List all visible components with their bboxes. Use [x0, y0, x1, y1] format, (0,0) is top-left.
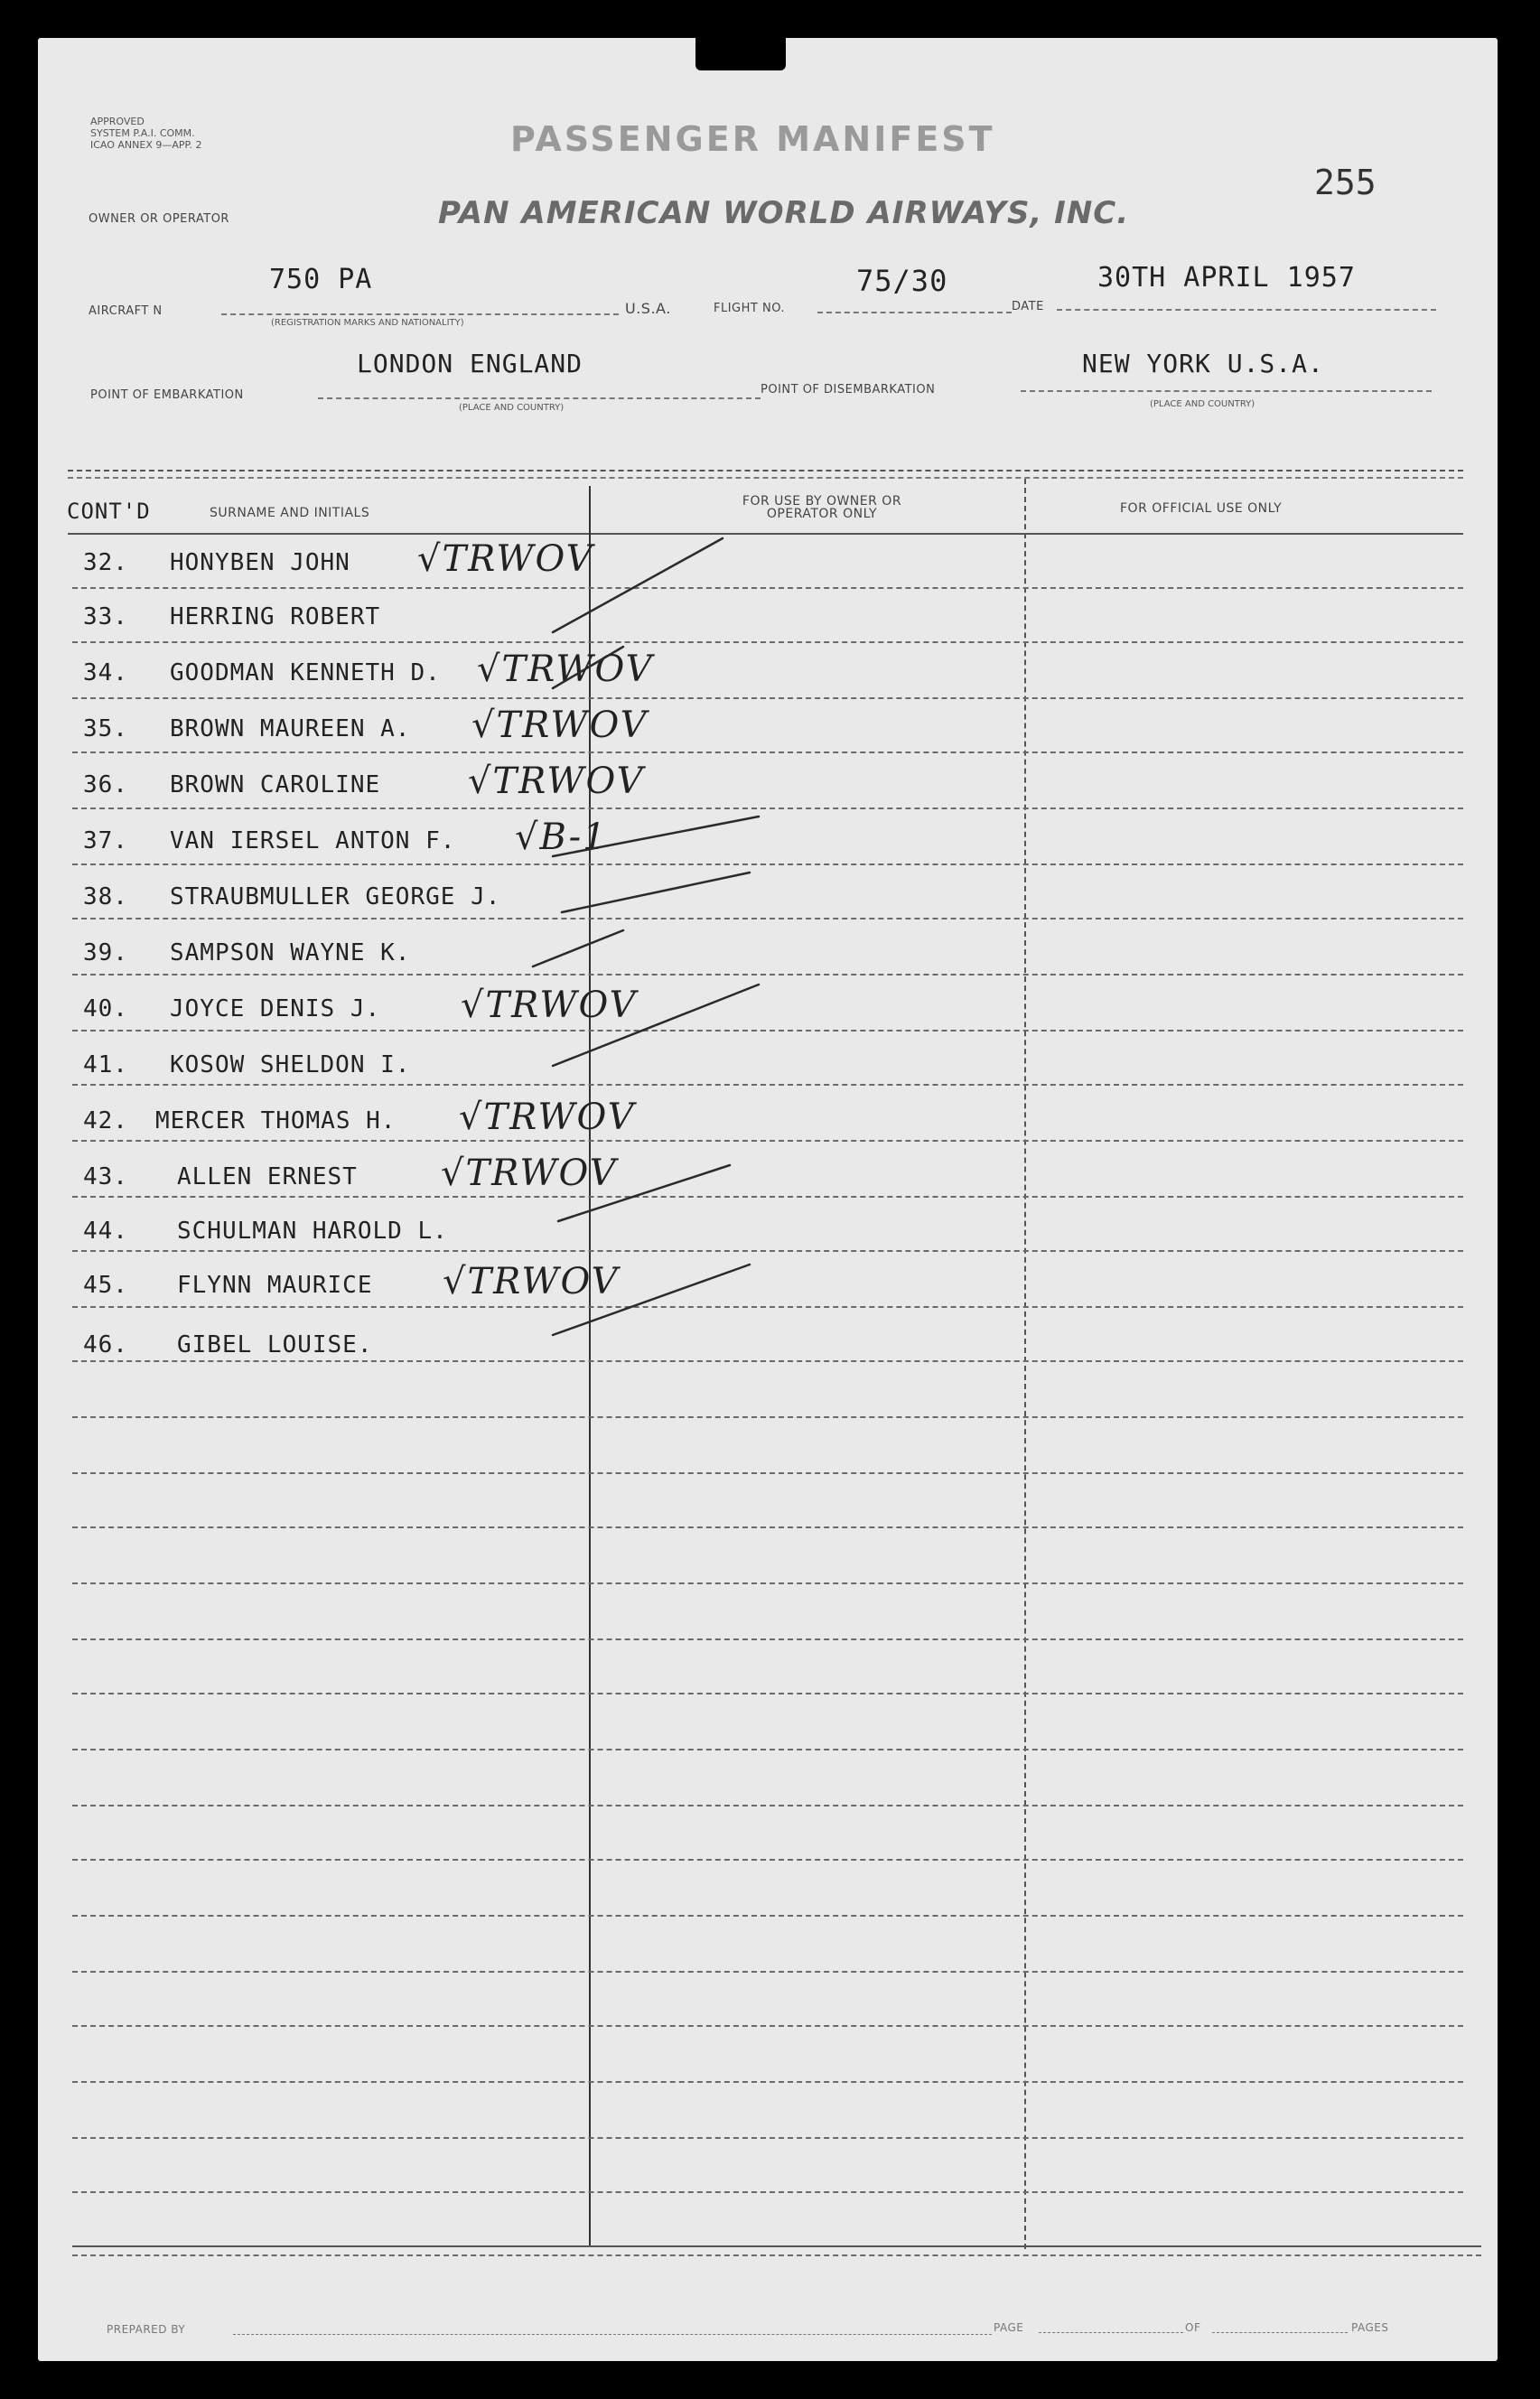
row-num: 38. [83, 883, 128, 910]
embark-value: LONDON ENGLAND [357, 349, 583, 378]
handwritten-mark: √TRWOV [459, 1097, 636, 1138]
page-line [1039, 2332, 1183, 2333]
col-official: FOR OFFICIAL USE ONLY [1120, 501, 1283, 516]
disembark-label: POINT OF DISEMBARKATION [761, 383, 936, 397]
passenger-name: JOYCE DENIS J. [170, 995, 381, 1022]
passenger-name: STRAUBMULLER GEORGE J. [170, 883, 501, 910]
approval-line-2: SYSTEM P.A.I. COMM. [90, 127, 195, 139]
row-num: 43. [83, 1163, 128, 1190]
passenger-name: MERCER THOMAS H. [155, 1107, 397, 1134]
prepared-by-label: PREPARED BY [107, 2323, 186, 2336]
prepared-by-line [233, 2334, 992, 2335]
row-num: 44. [83, 1218, 128, 1245]
passenger-name: HONYBEN JOHN [170, 549, 350, 576]
approval-line-3: ICAO ANNEX 9—APP. 2 [90, 139, 202, 151]
col-name: SURNAME AND INITIALS [210, 506, 370, 520]
passenger-name: GOODMAN KENNETH D. [170, 659, 441, 686]
embark-sublabel: (PLACE AND COUNTRY) [459, 403, 565, 413]
date-value: 30TH APRIL 1957 [1097, 262, 1356, 294]
row-num: 32. [83, 549, 128, 576]
passenger-name: SCHULMAN HAROLD L. [177, 1218, 448, 1245]
row-num: 37. [83, 827, 128, 854]
page-label: PAGE [994, 2321, 1024, 2334]
stroke-row-43 [558, 1165, 730, 1221]
row-num: 35. [83, 715, 128, 742]
stroke-row-45 [553, 1265, 750, 1335]
row-num: 45. [83, 1272, 128, 1299]
handwritten-mark: √TRWOV [471, 705, 649, 746]
row-num: 46. [83, 1331, 128, 1358]
stroke-row-32 [553, 538, 723, 632]
approval-line-1: APPROVED [90, 116, 145, 127]
disembark-sublabel: (PLACE AND COUNTRY) [1150, 399, 1255, 409]
embark-label: POINT OF EMBARKATION [90, 388, 244, 402]
passenger-name: GIBEL LOUISE. [177, 1331, 373, 1358]
col-cont: CONT'D [67, 499, 151, 524]
stroke-row-38 [562, 873, 750, 912]
flight-value: 75/30 [856, 264, 948, 298]
handwritten-mark: √B-1 [515, 817, 608, 858]
handwritten-mark: √TRWOV [417, 538, 594, 580]
date-label: DATE [1012, 300, 1044, 313]
passenger-name: HERRING ROBERT [170, 603, 381, 630]
of-label: OF [1185, 2321, 1201, 2334]
disembark-value: NEW YORK U.S.A. [1082, 349, 1324, 378]
owner-label: OWNER OR OPERATOR [89, 212, 229, 226]
handwritten-mark: √TRWOV [477, 649, 654, 690]
stroke-row-34 [553, 647, 623, 688]
pages-label: PAGES [1351, 2321, 1389, 2334]
row-num: 34. [83, 659, 128, 686]
of-line [1212, 2332, 1348, 2333]
stroke-row-39 [533, 930, 623, 966]
row-num: 40. [83, 995, 128, 1022]
row-num: 36. [83, 771, 128, 798]
passenger-name: BROWN MAUREEN A. [170, 715, 411, 742]
col-owner: FOR USE BY OWNER OR OPERATOR ONLY [742, 494, 902, 521]
stroke-row-40 [553, 985, 759, 1066]
handwritten-mark: √TRWOV [461, 985, 638, 1026]
nationality: U.S.A. [625, 300, 671, 317]
passenger-name: FLYNN MAURICE [177, 1272, 373, 1299]
passenger-name: SAMPSON WAYNE K. [170, 939, 411, 966]
passenger-name: ALLEN ERNEST [177, 1163, 358, 1190]
aircraft-value: 750 PA [269, 264, 373, 295]
row-num: 42. [83, 1107, 128, 1134]
aircraft-label: AIRCRAFT N [89, 304, 163, 318]
aircraft-sublabel: (REGISTRATION MARKS AND NATIONALITY) [271, 318, 464, 328]
handwritten-mark: √TRWOV [468, 761, 645, 802]
passenger-name: VAN IERSEL ANTON F. [170, 827, 456, 854]
page-number: 255 [1314, 163, 1377, 202]
owner-value: PAN AMERICAN WORLD AIRWAYS, INC. [438, 195, 1130, 231]
stroke-row-37 [553, 817, 759, 856]
passenger-name: BROWN CAROLINE [170, 771, 381, 798]
flight-label: FLIGHT NO. [714, 302, 786, 315]
handwritten-mark: √TRWOV [441, 1153, 618, 1194]
handwritten-mark: √TRWOV [443, 1261, 620, 1302]
form-title: PASSENGER MANIFEST [510, 119, 995, 159]
row-num: 33. [83, 603, 128, 630]
row-num: 41. [83, 1051, 128, 1078]
passenger-name: KOSOW SHELDON I. [170, 1051, 411, 1078]
row-num: 39. [83, 939, 128, 966]
